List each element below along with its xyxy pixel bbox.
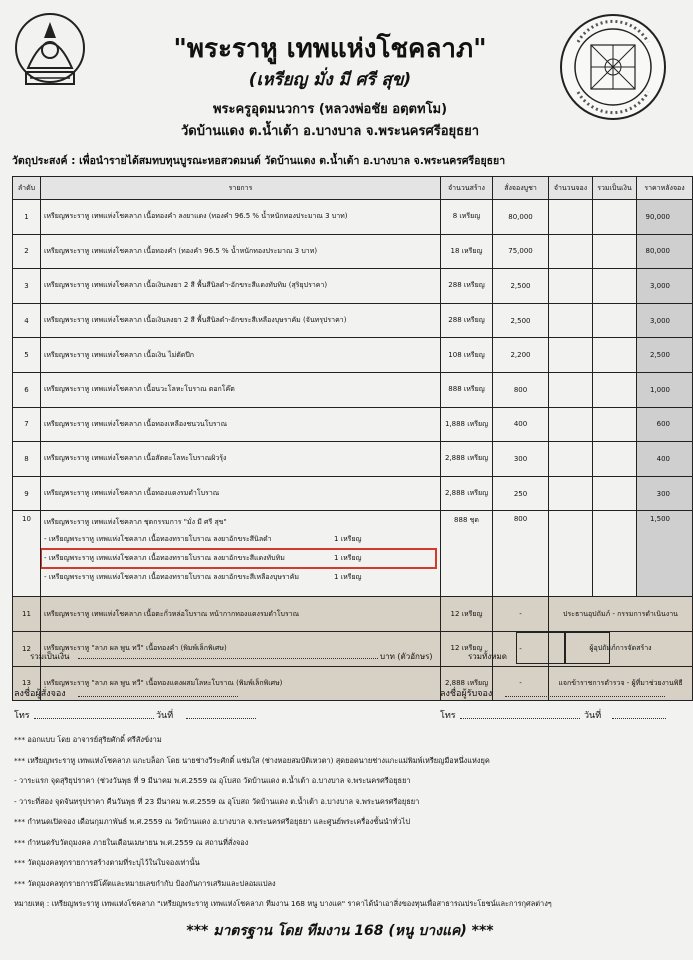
row-price: 2,200 [493,338,549,373]
row-item: เหรียญพระราหู เทพแห่งโชคลาภ เนื้อทองคำ ลงยาแดง (ทองคำ 96.5 % น้ำหนักทองประมาณ 3 บาท) [41,200,441,235]
row-no: 3 [13,269,41,304]
table-row [13,303,693,338]
receiver-date-label: วันที่ [584,711,602,721]
grand-total-label: รวมทั้งหมด [468,652,507,661]
receiver-tel-field[interactable] [460,718,580,719]
receiver-date-field[interactable] [612,718,666,719]
notes-section [14,730,664,915]
row-note: แจกข้าราชการตำรวจ - ผู้ที่มาช่วยงานพิธี [549,666,693,701]
set-title: เหรียญพระราหู เทพแห่งโชคลาภ ชุดกรรมการ "มั่ง มี ศรี สุข" [44,518,227,527]
row-no: 13 [13,666,41,701]
table-row [13,269,693,304]
col-header-item: รายการ [41,177,441,200]
note-line: *** วัตถุมงคลทุกรายการมีโค๊ตและหมายเลขกำกับ ป้องกันการเสริมและปลอมแปลง [14,878,276,888]
row-after-price: 1,500 [637,511,693,597]
grand-total-amount-box[interactable] [564,632,610,664]
row-qty: 2,888 เหรียญ [441,442,493,477]
row-price: - [493,666,549,701]
row-after-price: 2,500 [637,338,693,373]
row-qty: 888 เหรียญ [441,372,493,407]
row-no: 8 [13,442,41,477]
row-after-price: 300 [637,476,693,511]
subtotal-cell[interactable] [593,511,637,597]
orderer-signature-label: ลงชื่อผู้สั่งจอง [14,689,66,699]
row-item: เหรียญพระราหู เทพแห่งโชคลาภ เนื้อทองแดงรมดำโบราณ [41,476,441,511]
row-no: 4 [13,303,41,338]
subtotal-cell[interactable] [593,303,637,338]
row-item: เหรียญพระราหู เทพแห่งโชคลาภ เนื้อทองคำ (ทองคำ 96.5 % น้ำหนักทองประมาณ 3 บาท) [41,234,441,269]
col-header-subtotal: รวมเป็นเงิน [593,177,637,200]
total-amount-field[interactable] [78,658,378,659]
row-price: 800 [493,511,549,597]
row-note: ประธานอุปถัมภ์ - กรรมการดำเนินงาน [549,597,693,632]
subitem-count: 1 เหรียญ [334,535,362,544]
row-no: 10 [13,511,41,597]
order-count-cell[interactable] [549,234,593,269]
col-header-after-price: ราคาหลังจอง [637,177,693,200]
row-item: เหรียญพระราหู เทพแห่งโชคลาภ เนื้อทองเหลืองชนวนโบราณ [41,407,441,442]
table-row [13,476,693,511]
receiver-tel-label: โทร [440,711,456,721]
row-no: 7 [13,407,41,442]
row-price: - [493,631,549,666]
order-count-cell[interactable] [549,407,593,442]
order-count-cell[interactable] [549,338,593,373]
row-qty: 288 เหรียญ [441,303,493,338]
orderer-tel-field[interactable] [34,718,154,719]
note-line: *** วัตถุมงคลทุกรายการสร้างตามที่ระบุไว้ในใบจองเท่านั้น [14,858,200,867]
order-table [12,176,693,701]
row-price: 800 [493,372,549,407]
row-price: 2,500 [493,303,549,338]
row-qty: 2,888 เหรียญ [441,476,493,511]
table-row-committee-set [13,511,693,597]
table-row [13,234,693,269]
orderer-date-label: วันที่ [156,711,174,721]
row-after-price: 400 [637,442,693,477]
set-subitem [44,531,437,548]
row-item: เหรียญพระราหู เทพแห่งโชคลาภ เนื้อนวะโลหะโบราณ ตอกโค๊ต [41,372,441,407]
order-count-cell[interactable] [549,303,593,338]
row-qty: 12 เหรียญ [441,631,493,666]
col-header-no: ลำดับ [13,177,41,200]
row-price: 75,000 [493,234,549,269]
receiver-signature-field[interactable] [505,696,665,697]
row-after-price: 90,000 [637,200,693,235]
row-qty: 2,888 เหรียญ [441,666,493,701]
subtotal-cell[interactable] [593,476,637,511]
note-line: - วาระแรก จุดสุริยุปราคา (ช่วงวันพุธ ที่ 9 มีนาคม พ.ศ.2559 ณ อุโบสถ วัดบ้านแดง ต.น้ำเต้า อ.บางบาล จ.พระนครศรีอยุธยา [14,776,411,785]
note-line: หมายเหตุ : เหรียญพระราหู เทพแห่งโชคลาภ "เหรียญพระราหู เทพแห่งโชคลาภ ทีมงาน 168 หนู บางแค" ราคาได้นำเอาสิ่งของทุนเพื่อสาธารณประโยชน์และการกุศลต่างๆ [14,899,552,908]
row-qty: 888 ชุด [441,511,493,597]
subtotal-cell[interactable] [593,407,637,442]
order-count-cell[interactable] [549,511,593,597]
orderer-signature-field[interactable] [78,696,238,697]
page-title: "พระราหู เทพแห่งโชคลาภ" [173,34,487,64]
note-line: *** ออกแบบ โดย อาจารย์สุริยศักดิ์ ศรีสังข์งาม [14,735,162,744]
note-line: *** เหรียญพระราหู เทพแห่งโชคลาภ แกะบล็อก โดย นายช่างวีระศักดิ์ แช่มใส (ช่างหอยสมบัติเหวตา) สุดยอดนายช่างแกะแม่พิมพ์เหรียญมือหนึ่งแห่งยุค [14,755,490,765]
temple-name: วัดบ้านแดง ต.น้ำเต้า อ.บางบาล จ.พระนครศรีอยุธยา [180,124,479,139]
row-no: 9 [13,476,41,511]
row-price: 400 [493,407,549,442]
subtotal-cell[interactable] [593,269,637,304]
col-header-order-count: จำนวนจอง [549,177,593,200]
monk-name: พระครูอุดมนวการ (หลวงพ่อชัย อตฺตทโม) [212,102,448,117]
row-after-price: 80,000 [637,234,693,269]
total-label: รวมเป็นเงิน [30,652,70,661]
row-item: เหรียญพระราหู เทพแห่งโชคลาภ เนื้อตะกั่วหล่อโบราณ หน้ากากทองแดงรมดำโบราณ [41,597,441,632]
baht-text-label: บาท (ตัวอักษร) [380,652,433,661]
note-line: *** กำหนดเปิดจอง เดือนกุมภาพันธ์ พ.ศ.2559 ณ วัดบ้านแดง อ.บางบาล จ.พระนครศรีอยุธยา และศูนย์พระเครื่องชั้นนำทั่วไป [14,817,411,826]
subtotal-cell[interactable] [593,442,637,477]
set-subitem [44,569,437,586]
row-after-price: 3,000 [637,269,693,304]
footer-credit: *** มาตรฐาน โดย ทีมงาน 168 (หนู บางแค) *** [186,923,494,939]
table-row [13,372,693,407]
yantra-seal-logo [558,12,668,122]
table-header-row [13,177,693,200]
table-row [13,338,693,373]
row-note: ผู้อุปถัมภ์การจัดสร้าง [549,631,693,666]
order-count-cell[interactable] [549,269,593,304]
row-item: เหรียญพระราหู "ลาภ ผล พูน ทวี" เนื้อทองแดงผสมโลหะโบราณ (พิมพ์เล็กพิเศษ) [41,666,441,701]
subitem-count: 1 เหรียญ [334,573,362,582]
row-no: 5 [13,338,41,373]
subtotal-cell[interactable] [593,234,637,269]
table-row-shaded [13,597,693,632]
row-price: 300 [493,442,549,477]
row-item: เหรียญพระราหู เทพแห่งโชคลาภ เนื้อเงินลงยา 2 สี พื้นสีนิลดำ-อักขระสีเหลืองบุษราคัม (จันทรุปราคา) [41,303,441,338]
row-qty: 12 เหรียญ [441,597,493,632]
subtotal-cell[interactable] [593,372,637,407]
row-qty: 288 เหรียญ [441,269,493,304]
orderer-date-field[interactable] [186,718,256,719]
receiver-signature-label: ลงชื่อผู้รับจอง [440,689,493,699]
table-row [13,442,693,477]
subitem-text: - เหรียญพระราหู เทพแห่งโชคลาภ เนื้อทองทรายโบราณ ลงยาอักขระสีแดงทับทิม [44,554,285,563]
row-price: 80,000 [493,200,549,235]
subitem-text: - เหรียญพระราหู เทพแห่งโชคลาภ เนื้อทองทรายโบราณ ลงยาอักขระสีเหลืองบุษราคัม [44,573,300,582]
orderer-tel-label: โทร [14,711,30,721]
order-count-cell[interactable] [549,442,593,477]
row-item: เหรียญพระราหู เทพแห่งโชคลาภ เนื้อเงินลงยา 2 สี พื้นสีนิลดำ-อักขระสีแดงทับทิม (สุริยุปราคา) [41,269,441,304]
row-qty: 108 เหรียญ [441,338,493,373]
order-count-cell[interactable] [549,476,593,511]
purpose-line: วัตถุประสงค์ : เพื่อนำรายได้สมทบทุนบูรณะหอสวดมนต์ วัดบ้านแดง ต.น้ำเต้า อ.บางบาล จ.พระนครศรีอยุธยา [12,155,506,167]
subtotal-cell[interactable] [593,338,637,373]
col-header-qty: จำนวนสร้าง [441,177,493,200]
row-item: เหรียญพระราหู เทพแห่งโชคลาภ เนื้อสัตตะโลหะโบราณผิวรุ้ง [41,442,441,477]
rahu-emblem-logo [8,8,92,92]
row-item: เหรียญพระราหู เทพแห่งโชคลาภ เนื้อเงิน ไม่ตัดปีก [41,338,441,373]
order-count-cell[interactable] [549,200,593,235]
row-price: - [493,597,549,632]
subtotal-cell[interactable] [593,200,637,235]
row-qty: 1,888 เหรียญ [441,407,493,442]
table-row [13,407,693,442]
row-qty: 18 เหรียญ [441,234,493,269]
row-after-price: 1,000 [637,372,693,407]
row-no: 1 [13,200,41,235]
row-no: 11 [13,597,41,632]
row-no: 12 [13,631,41,666]
row-no: 6 [13,372,41,407]
row-item: เหรียญพระราหู "ลาภ ผล พูน ทวี" เนื้อทองคำ (พิมพ์เล็กพิเศษ) [41,631,441,666]
row-after-price: 600 [637,407,693,442]
note-line: *** กำหนดรับวัตถุมงคล ภายในเดือนเมษายน พ.ศ.2559 ณ สถานที่สั่งจอง [14,837,249,847]
note-line: - วาระที่สอง จุดจันทรุปราคา คืนวันพุธ ที่ 23 มีนาคม พ.ศ.2559 ณ อุโบสถ วัดบ้านแดง ต.น้ำเต้า อ.บางบาล จ.พระนครศรีอยุธยา [14,796,420,806]
grand-total-count-box[interactable] [516,632,566,664]
subitem-text: - เหรียญพระราหู เทพแห่งโชคลาภ เนื้อทองทรายโบราณ ลงยาอักขระสีนิลดำ [44,535,272,544]
page-subtitle: (เหรียญ มั่ง มี ศรี สุข) [248,70,412,90]
row-item-set [41,511,441,597]
set-subitem-highlighted [40,548,437,569]
col-header-price: สั่งจองบูชา [493,177,549,200]
row-qty: 8 เหรียญ [441,200,493,235]
table-row [13,200,693,235]
row-price: 250 [493,476,549,511]
row-no: 2 [13,234,41,269]
order-count-cell[interactable] [549,372,593,407]
subitem-count: 1 เหรียญ [334,554,362,563]
row-after-price: 3,000 [637,303,693,338]
row-price: 2,500 [493,269,549,304]
